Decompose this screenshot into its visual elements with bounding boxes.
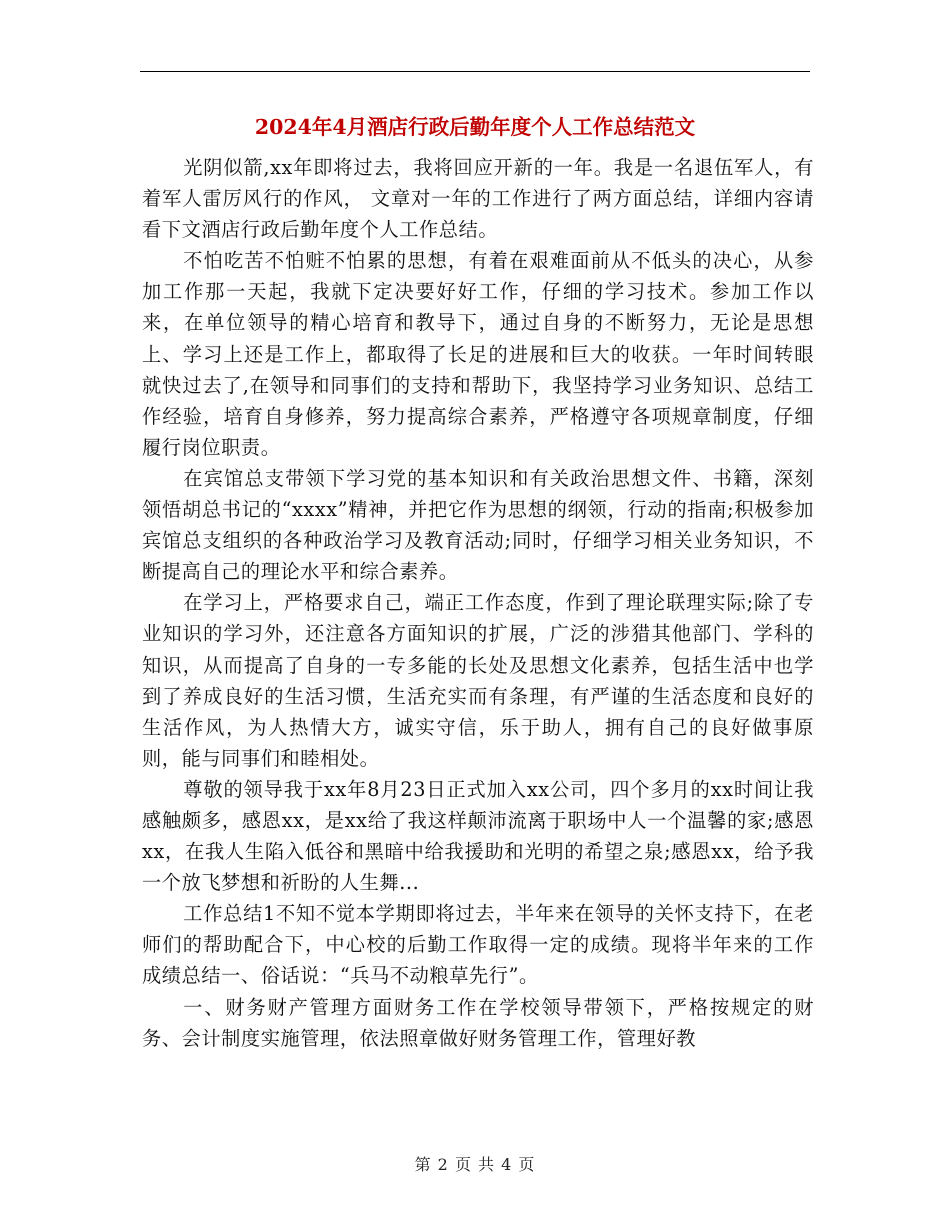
document-title: 2024年4月酒店行政后勤年度个人工作总结范文 xyxy=(254,115,696,139)
paragraph: 一、财务财产管理方面财务工作在学校领导带领下，严格按规定的财务、会计制度实施管理，依法照章做好财务管理工作，管理好教 xyxy=(142,995,814,1050)
paragraph: 不怕吃苦不怕赃不怕累的思想，有着在艰难面前从不低头的决心，从参加工作那一天起，我就下定决要好好工作，仔细的学习技术。参加工作以来，在单位领导的精心培育和教导下，通过自身的不断努力，无论是思想上、学习上还是工作上，都取得了长足的进展和巨大的收获。一年时间转眼就快过去了,在领导和同事们的支持和帮助下，我坚持学习业务知识、总结工作经验，培育自身修养，努力提高综合素养，严格遵守各项规章制度，仔细履行岗位职责。 xyxy=(142,249,814,459)
header-rule xyxy=(140,71,810,72)
paragraph: 在学习上，严格要求自己，端正工作态度，作到了理论联理实际;除了专业知识的学习外，还注意各方面知识的扩展，广泛的涉猎其他部门、学科的知识，从而提高了自身的一专多能的长处及思想文化素养，包括生活中也学到了养成良好的生活习惯，生活充实而有条理，有严谨的生活态度和良好的生活作风，为人热情大方，诚实守信，乐于助人，拥有自己的良好做事原则，能与同事们和睦相处。 xyxy=(142,591,814,770)
paragraph: 在宾馆总支带领下学习党的基本知识和有关政治思想文件、书籍，深刻领悟胡总书记的“xxxx”精神，并把它作为思想的纲领，行动的指南;积极参加宾馆总支组织的各种政治学习及教育活动;同时，仔细学习相关业务知识，不断提高自己的理论水平和综合素养。 xyxy=(142,466,814,584)
paragraph: 工作总结1不知不觉本学期即将过去，半年来在领导的关怀支持下，在老师们的帮助配合下，中心校的后勤工作取得一定的成绩。现将半年来的工作成绩总结一、俗话说：“兵马不动粮草先行”。 xyxy=(142,902,814,988)
paragraph: 光阴似箭,xx年即将过去，我将回应开新的一年。我是一名退伍军人，有着军人雷厉风行的作风， 文章对一年的工作进行了两方面总结，详细内容请看下文酒店行政后勤年度个人工作总结。 xyxy=(142,156,814,242)
document-body xyxy=(142,152,814,1054)
paragraph: 尊敬的领导我于xx年8月23日正式加入xx公司，四个多月的xx时间让我感触颇多，感恩xx，是xx给了我这样颠沛流离于职场中人一个温馨的家;感恩xx，在我人生陷入低谷和黑暗中给我援助和光明的希望之泉;感恩xx，给予我一个放飞梦想和祈盼的人生舞... xyxy=(142,777,814,895)
page-number-footer: 第 2 页 共 4 页 xyxy=(414,1155,536,1174)
